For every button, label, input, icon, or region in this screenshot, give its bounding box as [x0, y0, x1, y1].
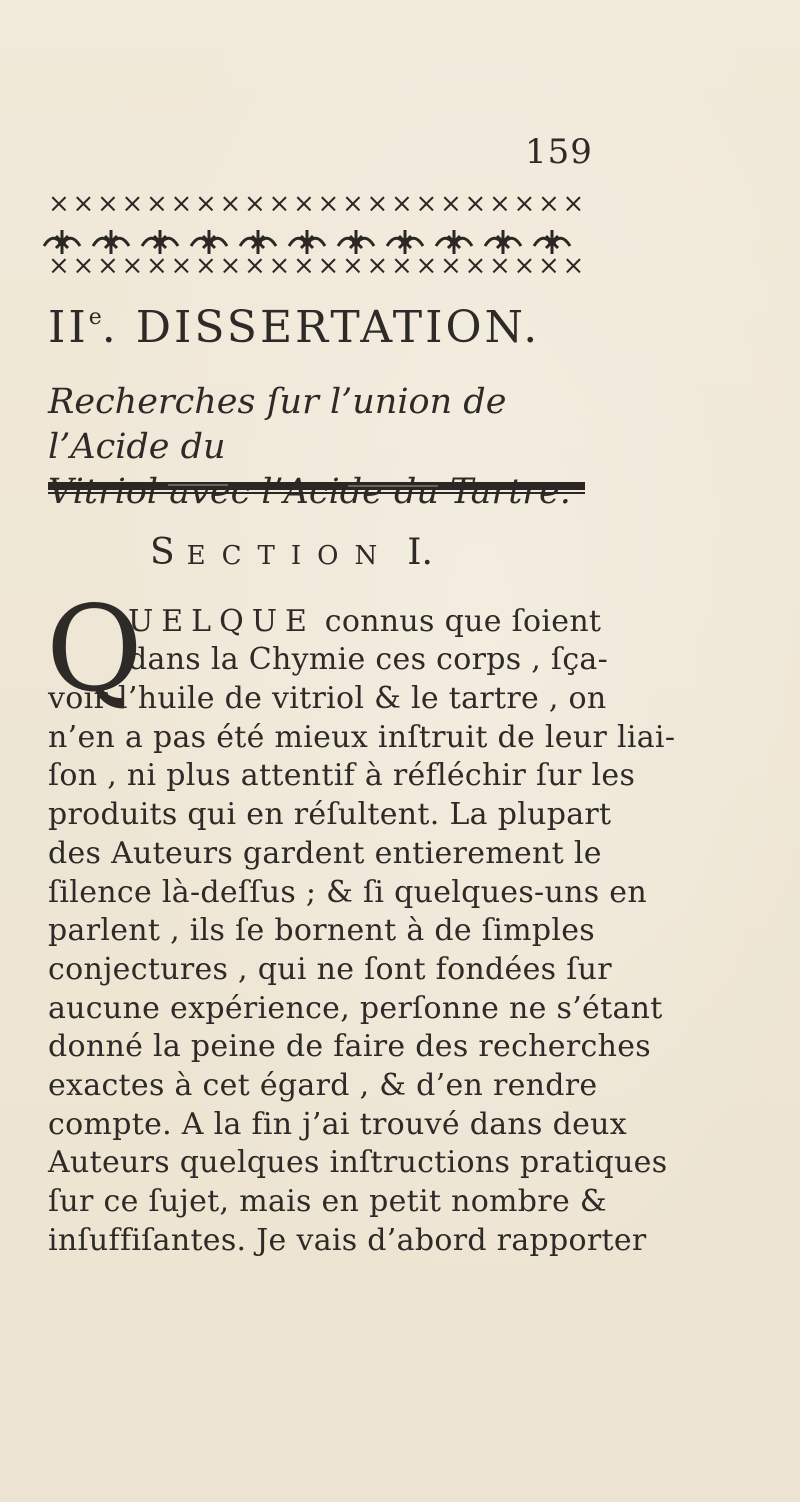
heading-superscript: e [88, 305, 102, 330]
svg-text:×: × [121, 251, 144, 281]
body-line-9: parlent , ils ſe bornent à de ſimples [48, 913, 595, 949]
body-line-6: produits qui en réſultent. La plupart [48, 797, 612, 833]
svg-text:×: × [268, 251, 291, 281]
body-line-2: dans la Chymie ces corps , ſça- [128, 642, 609, 677]
svg-text:×: × [366, 189, 389, 219]
svg-text:×: × [146, 189, 168, 219]
svg-text:×: × [513, 189, 536, 219]
svg-text:×: × [317, 251, 340, 281]
heading-roman: II [48, 302, 89, 353]
body-line-12: donné la peine de faire des recherches [48, 1029, 651, 1065]
svg-text:×: × [121, 189, 144, 219]
svg-text:×: × [342, 189, 364, 219]
svg-text:×: × [244, 251, 266, 281]
svg-text:×: × [48, 251, 70, 281]
svg-text:×: × [48, 189, 70, 219]
subtitle-line-1: Recherches ſur l’union de l’Acide du [48, 382, 507, 467]
svg-text:×: × [146, 251, 168, 281]
svg-text:×: × [317, 189, 340, 219]
decorative-rule [48, 481, 585, 495]
svg-text:×: × [293, 189, 315, 219]
body-line-13: exactes à cet égard , & d’en rendre [48, 1068, 598, 1103]
svg-text:×: × [538, 251, 560, 281]
body-line-3: voir l’huile de vitriol & le tartre , on [48, 681, 607, 716]
heading-text: . DISSERTATION. [101, 302, 541, 353]
svg-text:×: × [391, 251, 413, 281]
body-line-15: Auteurs quelques inſtructions pratiques [48, 1145, 668, 1181]
svg-text:×: × [72, 251, 95, 281]
section-label-first: S [150, 532, 187, 573]
svg-text:×: × [415, 189, 438, 219]
svg-text:×: × [293, 251, 315, 281]
svg-text:×: × [440, 189, 462, 219]
svg-text:×: × [195, 189, 217, 219]
svg-text:×: × [244, 189, 266, 219]
svg-text:×: × [464, 189, 487, 219]
svg-text:×: × [170, 189, 193, 219]
body-line-16: ſur ce ſujet, mais en petit nombre & [48, 1184, 607, 1220]
svg-text:×: × [72, 189, 95, 219]
svg-text:×: × [170, 251, 193, 281]
svg-text:×: × [538, 189, 560, 219]
body-line-11: aucune expérience, perſonne ne s’étant [48, 990, 663, 1026]
svg-text:×: × [342, 251, 364, 281]
section-title [150, 532, 433, 573]
svg-text:×: × [464, 251, 487, 281]
svg-text:×: × [415, 251, 438, 281]
svg-text:×: × [366, 251, 389, 281]
svg-text:×: × [562, 189, 585, 219]
body-line-8: ſilence là-deſſus ; & ſi quelques-uns en [48, 874, 647, 910]
svg-text:×: × [219, 189, 242, 219]
svg-text:×: × [97, 251, 119, 281]
svg-text:×: × [268, 189, 291, 219]
svg-text:×: × [489, 251, 511, 281]
section-number: I. [407, 532, 433, 573]
svg-text:×: × [562, 251, 585, 281]
svg-text:×: × [219, 251, 242, 281]
body-line-4: n’en a pas été mieux inſtruit de leur liai- [48, 719, 676, 755]
body-line-1 [128, 604, 601, 639]
body-line-5: ſon , ni plus attentif à réfléchir ſur les [48, 758, 636, 794]
svg-text:×: × [195, 251, 217, 281]
body-line-1-caps: UELQUE [128, 604, 315, 639]
drop-cap: Q [46, 580, 143, 718]
svg-text:×: × [97, 189, 119, 219]
svg-text:×: × [440, 251, 462, 281]
body-line-7: des Auteurs gardent entierement le [48, 835, 602, 871]
ornamental-headpiece [40, 186, 585, 286]
body-line-14: compte. A la fin j’ai trouvé dans deux [48, 1106, 627, 1142]
section-label-rest: ECTION [186, 541, 394, 571]
svg-text:×: × [489, 189, 511, 219]
body-line-17: inſuffiſantes. Je vais d’abord rapporter [48, 1222, 647, 1258]
dissertation-heading [48, 302, 568, 353]
page-number: 159 [525, 132, 593, 172]
svg-text:×: × [391, 189, 413, 219]
body-line-1-rest: connus que ſoient [314, 604, 602, 639]
body-line-10: conjectures , qui ne ſont fondées ſur [48, 951, 612, 987]
svg-text:×: × [513, 251, 536, 281]
